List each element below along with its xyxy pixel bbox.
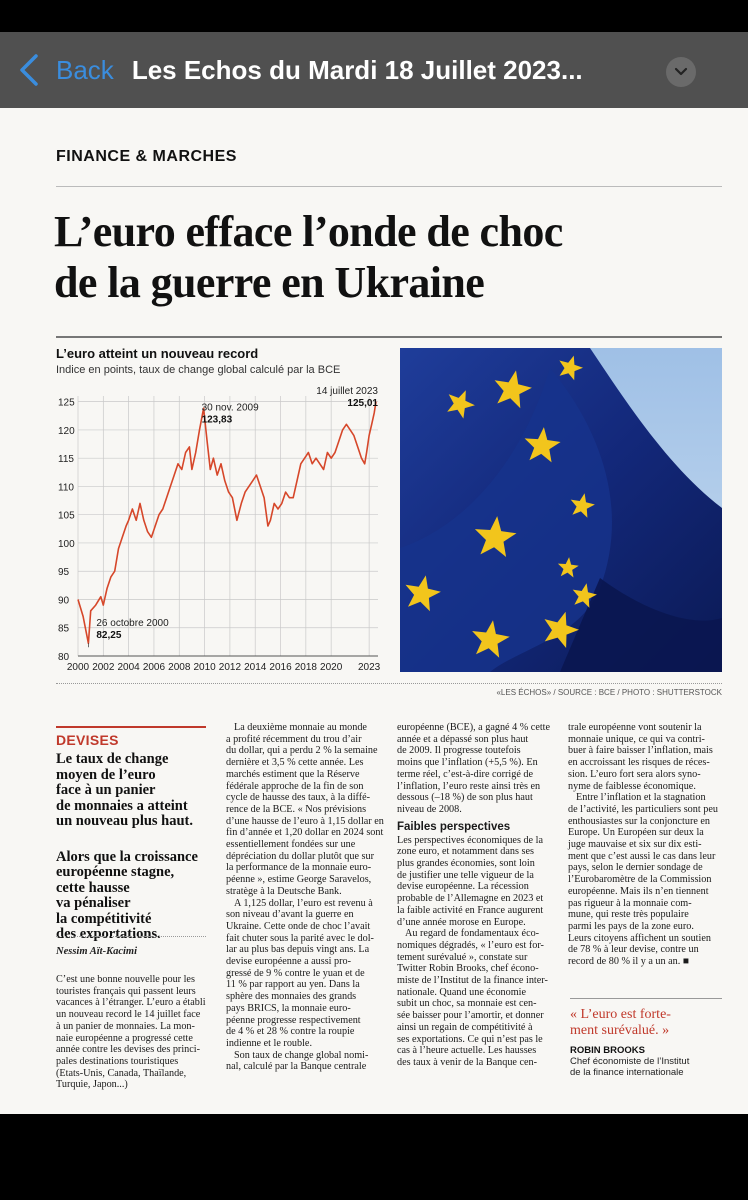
text-line: de l’activité, les particuliers sont peu <box>568 803 718 815</box>
text-line: nyme de faiblesse économique. <box>568 780 696 792</box>
text-line: C’est une bonne nouvelle pour les <box>56 974 195 985</box>
text-line: Au regard de fondamentaux éco- <box>405 928 540 940</box>
text-line: cycle de hausse des taux, à la diffé- <box>226 792 371 804</box>
status-area <box>0 0 748 32</box>
text-line: marchés estiment que la Réserve <box>226 768 360 780</box>
annotation-date: 14 juillet 2023 <box>316 386 378 397</box>
y-tick-label: 85 <box>58 623 70 635</box>
rubric-label: DEVISES <box>56 726 206 748</box>
eu-flag-photo <box>400 348 722 672</box>
x-tick-label: 2004 <box>117 662 140 673</box>
text-line: Les perspectives économiques de la <box>397 834 543 846</box>
column-2 <box>226 722 384 1073</box>
quote-author: ROBIN BROOKS <box>570 1045 645 1056</box>
annotation-date: 26 octobre 2000 <box>96 618 169 629</box>
annotation-date: 30 nov. 2009 <box>201 402 259 414</box>
text-line: tement surévalué », constate sur <box>397 951 528 963</box>
text-line: gressé de 9 % contre le yuan et de <box>226 967 365 979</box>
lead-line: face à un panier <box>56 782 156 798</box>
annotation-value: 125,01 <box>347 398 378 409</box>
text-line: indienne et le rouble. <box>226 1037 312 1049</box>
author-name: Nessim Aït-Kacimi <box>56 946 137 957</box>
text-line: de 78 % à leur devise, contre un <box>568 944 699 956</box>
text-line: Turquie, Japon...) <box>56 1079 128 1091</box>
x-tick-label: 2002 <box>92 662 115 673</box>
text-line: dernière et 3,5 % cette année. Les <box>226 757 364 769</box>
text-line: record de 80 % il y a un an. ■ <box>568 956 690 968</box>
text-line: de justifier une telle vigueur de la <box>397 869 534 881</box>
column-3-text <box>397 722 550 816</box>
text-line: stratège à la Deutsche Bank. <box>226 885 342 897</box>
back-button[interactable] <box>18 53 114 87</box>
x-tick-label: 2020 <box>320 662 343 673</box>
x-tick-label: 2018 <box>294 662 317 673</box>
text-line: péenne progresse respectivement <box>226 1014 361 1026</box>
quote-line: « L’euro est forte- <box>570 1007 671 1022</box>
x-tick-label: 2000 <box>66 662 90 673</box>
chevron-left-icon <box>18 53 40 87</box>
lead-line: cette hausse <box>56 879 130 896</box>
dotted-divider <box>56 683 722 684</box>
text-line: sion. L’euro fort sera alors syno- <box>568 768 701 780</box>
text-line: rence de la BCE. « Nos prévisions <box>226 803 367 815</box>
chart-subtitle: Indice en points, taux de change global calculé par la BCE <box>56 364 341 376</box>
text-line: miste de l’Institut de la finance inter- <box>397 975 548 987</box>
subhead: Faibles perspectives <box>397 820 511 833</box>
y-tick-label: 95 <box>58 567 70 579</box>
text-line: nomiques dégradés, « l’euro est for- <box>397 939 544 951</box>
text-line: péenne », estime George Saravelos, <box>226 874 372 886</box>
dotted-divider <box>56 936 206 937</box>
quote-line: ment surévalué. » <box>570 1023 670 1038</box>
lead-line: Alors que la croissance <box>56 848 198 865</box>
text-line: Europe. Un Européen sur deux la <box>568 827 704 839</box>
annotation-value: 82,25 <box>96 630 122 641</box>
y-tick-label: 125 <box>58 397 75 409</box>
lead-line: la compétitivité <box>56 910 152 927</box>
quote-role-line: de la finance internationale <box>570 1067 684 1078</box>
text-line: parmi les pays de la zone euro. <box>568 920 694 932</box>
y-tick-label: 100 <box>58 538 75 550</box>
text-line: nal, calculé par la Banque centrale <box>226 1061 367 1073</box>
title-menu-button[interactable] <box>666 57 696 87</box>
quote-role-line: Chef économiste de l’Institut <box>570 1056 690 1067</box>
column-1 <box>56 974 206 1091</box>
text-line: devise européenne a aussi pro- <box>226 956 352 968</box>
text-line: année contre les devises des princi- <box>56 1044 200 1056</box>
text-line: monnaie unique, ce qui va contri- <box>568 733 705 745</box>
text-line: ainsi un regain de compétitivité à <box>397 1021 533 1033</box>
text-line: d’une hausse de l’euro à 1,15 dollar en <box>226 815 384 827</box>
text-line: Ukraine. Cette onde de choc l’avait <box>226 920 371 932</box>
quote-role <box>570 1056 722 1078</box>
divider <box>56 186 722 187</box>
y-tick-label: 120 <box>58 425 75 437</box>
text-line: fait chuter sous la parité avec le dol- <box>226 932 374 944</box>
text-line: à un panier de monnaies. La mon- <box>56 1020 195 1032</box>
text-line: devise européenne. La récession <box>397 881 529 893</box>
lead-line: des exportations. <box>56 926 161 942</box>
text-line: la performance de la monnaie euro- <box>226 862 372 874</box>
text-line: essentiellement fondées sur une <box>226 839 356 851</box>
lead-line: va pénaliser <box>56 895 131 911</box>
euro-index-chart <box>56 382 386 678</box>
text-line: ment que c’est aussi le cas dans leur <box>568 850 716 862</box>
y-tick-label: 90 <box>58 595 70 607</box>
text-line: la faible activité en France augurent <box>397 904 544 916</box>
text-line: touristes français qui passent leurs <box>56 985 196 997</box>
text-line: Leurs citoyens affichent un soutien <box>568 932 711 944</box>
section-label: FINANCE & MARCHES <box>56 148 237 165</box>
document-title: Les Echos du Mardi 18 Juillet 2023... <box>131 54 583 85</box>
divider <box>56 336 722 338</box>
annotation-value: 123,83 <box>201 414 233 426</box>
text-line: juge mauvaise et six sur dix esti- <box>568 839 702 851</box>
y-tick-label: 80 <box>58 652 70 663</box>
pull-quote <box>570 998 722 1078</box>
text-line: trale européenne vont soutenir la <box>568 722 702 733</box>
text-line: moins que l’inflation (+5,5 %). En <box>397 757 538 769</box>
text-line: cas à l’heure actuelle. Les hausses <box>397 1045 537 1057</box>
quote-text <box>570 1007 722 1039</box>
text-line: lar au plus bas depuis vingt ans. La <box>226 944 370 956</box>
text-line: sée baisser pour l’amortir, et donner <box>397 1010 544 1022</box>
photo-credit: «LES ÉCHOS» / SOURCE : BCE / PHOTO : SHUTTERSTOCK <box>496 688 722 697</box>
text-line: La deuxième monnaie au monde <box>234 722 367 733</box>
text-line: a profité récemment du trou d’air <box>226 733 362 745</box>
text-line: année et a dépassé son plus haut <box>397 733 529 745</box>
text-line: nationale. Quand une économie <box>397 986 526 998</box>
x-tick-label: 2008 <box>168 662 191 673</box>
text-line: A 1,125 dollar, l’euro est revenu à <box>234 897 373 909</box>
text-line: sphère des monnaies des grands <box>226 991 357 1003</box>
text-line: de 4 % et 28 % contre la roupie <box>226 1026 355 1038</box>
text-line: dépréciation du dollar plutôt que sur <box>226 850 374 862</box>
text-line: mune, qui reste très populaire <box>568 909 689 921</box>
text-line: pays BRICS, la monnaie euro- <box>226 1002 351 1014</box>
lead-line: européenne stagne, <box>56 864 175 880</box>
text-line: Son taux de change global nomi- <box>234 1049 369 1061</box>
text-line: terme réel, c’est-à-dire corrigé de <box>397 768 534 780</box>
x-tick-label: 2014 <box>244 662 267 673</box>
chevron-down-icon <box>674 67 688 77</box>
text-line: ses exportations. Ce qui n’est pas le <box>397 1033 543 1045</box>
text-line: l’inflation, l’euro reste ainsi très en <box>397 780 541 792</box>
text-line: subit un choc, sa monnaie est cen- <box>397 998 537 1010</box>
text-line: (Etats-Unis, Canada, Thaïlande, <box>56 1067 187 1079</box>
text-line: 11 % par rapport au yen. Dans la <box>226 979 360 991</box>
text-line: pays, selon le dernier sondage de <box>568 862 703 874</box>
column-3 <box>397 722 550 1069</box>
column-4 <box>568 722 718 968</box>
text-line: Twitter Robin Brooks, chef écono- <box>397 963 539 975</box>
text-line: l’Eurobaromètre de la Commission <box>568 874 712 886</box>
lead-line: moyen de l’euro <box>56 766 156 783</box>
text-line: probable de l’Allemagne en 2023 et <box>397 893 544 905</box>
lead-line: un nouveau plus haut. <box>56 813 194 829</box>
text-line: pales destinations touristiques <box>56 1055 179 1067</box>
x-tick-label: 2023 <box>358 662 381 673</box>
text-line: du dollar, qui a perdu 2 % la semaine <box>226 745 378 757</box>
navigation-bar <box>0 32 748 108</box>
bottom-bar <box>0 1114 748 1200</box>
text-line: un nouveau record le 14 juillet face <box>56 1009 201 1021</box>
text-line: européenne. Mais ils n’en tiennent <box>568 885 709 897</box>
x-tick-label: 2016 <box>269 662 292 673</box>
lead-line: Le taux de change <box>56 751 169 767</box>
text-line: Entre l’inflation et la stagnation <box>576 792 706 804</box>
text-line: fin d’année et 1,20 dollar en 2024 sont <box>226 827 384 839</box>
x-tick-label: 2010 <box>193 662 216 673</box>
y-tick-label: 105 <box>58 510 75 522</box>
headline <box>54 206 724 308</box>
newspaper-page <box>0 108 748 1114</box>
text-line: pas rigueur à la monnaie com- <box>568 897 692 909</box>
text-line: naie européenne a progressé cette <box>56 1032 193 1044</box>
x-tick-label: 2012 <box>218 662 242 673</box>
text-line: de 2009. Il progresse toutefois <box>397 745 521 757</box>
text-line: vacances à l’étranger. L’euro a établi <box>56 997 206 1009</box>
text-line: fédérale approche de la fin de son <box>226 780 364 792</box>
lead-text <box>56 752 216 943</box>
text-line: dessous (–18 %) de son plus haut <box>397 792 533 804</box>
back-label: Back <box>56 54 114 85</box>
text-line: enthousiastes sur la conjoncture en <box>568 815 711 827</box>
y-tick-label: 115 <box>58 454 74 466</box>
text-line: en accroissant les risques de réces- <box>568 757 710 769</box>
column-3-text <box>397 835 550 1069</box>
headline-line: L’euro efface l’onde de choc <box>54 207 563 256</box>
y-tick-label: 110 <box>58 482 74 494</box>
text-line: plus grandes économies, sont loin <box>397 858 535 870</box>
text-line: niveau de 2008. <box>397 803 462 815</box>
lead-line: de monnaies a atteint <box>56 797 188 814</box>
text-line: d’une année morose en Europe. <box>397 916 526 928</box>
text-line: son niveau d’avant la guerre en <box>226 909 354 921</box>
x-tick-label: 2006 <box>142 662 166 673</box>
chart-title: L’euro atteint un nouveau record <box>56 346 259 361</box>
text-line: des taux à venir de la Banque cen- <box>397 1056 538 1068</box>
text-line: buer à faire baisser l’inflation, mais <box>568 745 713 757</box>
headline-line: de la guerre en Ukraine <box>54 258 485 307</box>
text-line: européenne (BCE), a gagné 4 % cette <box>397 722 551 733</box>
text-line: zone euro, et notamment dans ses <box>397 846 534 858</box>
